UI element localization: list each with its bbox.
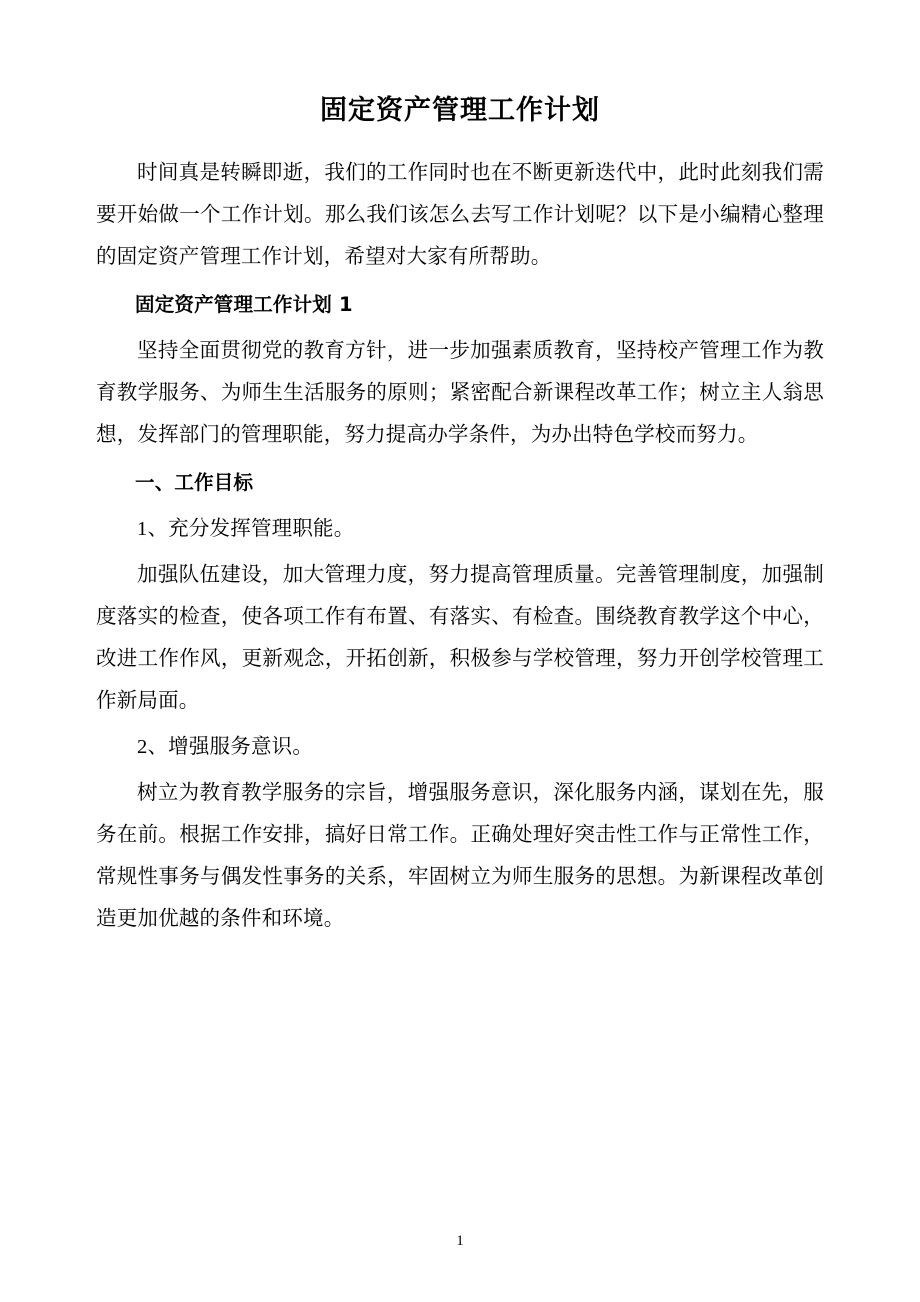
section-heading-plan-1: 固定资产管理工作计划 1 (135, 292, 353, 316)
page-number: 1 (456, 1233, 464, 1249)
paragraph-item-1-title: 1、充分发挥管理职能。 (137, 517, 355, 540)
section-heading-work-goals: 一、工作目标 (135, 470, 254, 494)
paragraph-item-2-title: 2、增强服务意识。 (137, 735, 314, 758)
paragraph-intro: 时间真是转瞬即逝，我们的工作同时也在不断更新迭代中，此时此刻我们需要开始做一个工作计划。那么我们该怎么去写工作计划呢？以下是小编精心整理的固定资产管理工作计划，希望对大家有所帮助。 (96, 161, 824, 268)
page-title: 固定资产管理工作计划 (320, 95, 600, 126)
paragraph-item-1-body: 加强队伍建设，加大管理力度，努力提高管理质量。完善管理制度，加强制度落实的检查，使各项工作有布置、有落实、有检查。围绕教育教学这个中心，改进工作作风，更新观念，开拓创新，积极参与学校管理，努力开创学校管理工作新局面。 (96, 563, 824, 712)
paragraph-guiding-principles: 坚持全面贯彻党的教育方针，进一步加强素质教育，坚持校产管理工作为教育教学服务、为师生生活服务的原则；紧密配合新课程改革工作；树立主人翁思想，发挥部门的管理职能，努力提高办学条件，为办出特色学校而努力。 (96, 339, 824, 446)
paragraph-item-2-body: 树立为教育教学服务的宗旨，增强服务意识，深化服务内涵，谋划在先，服务在前。根据工作安排，搞好日常工作。正确处理好突击性工作与正常性工作，常规性事务与偶发性事务的关系，牢固树立为师生服务的思想。为新课程改革创造更加优越的条件和环境。 (96, 781, 824, 930)
